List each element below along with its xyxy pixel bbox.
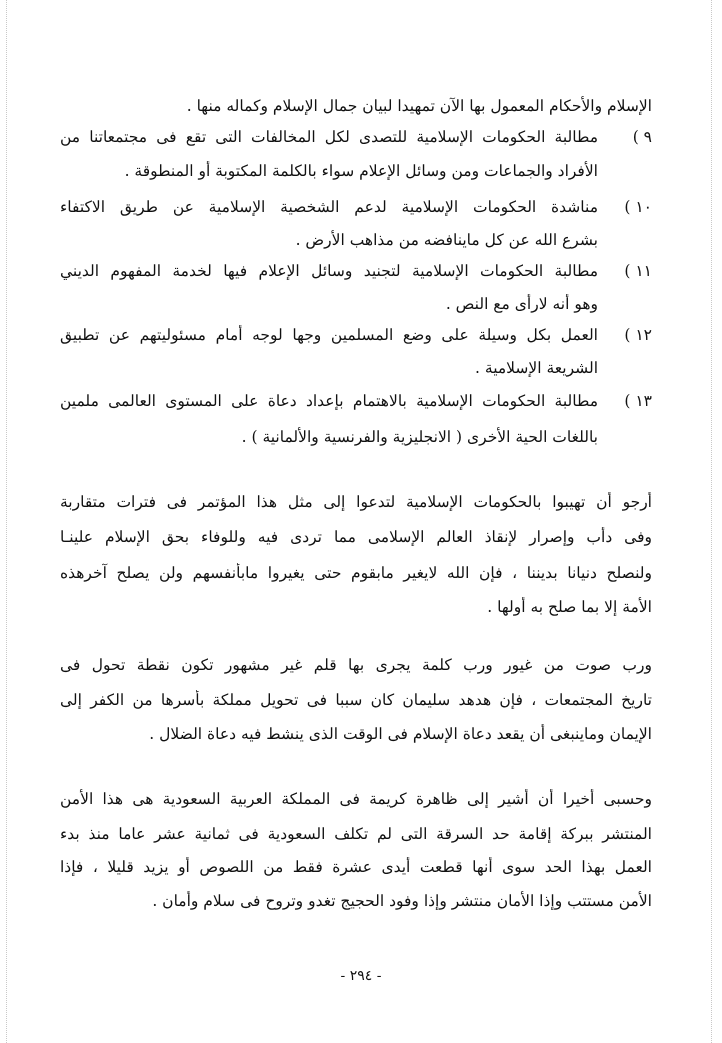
list-item-number: ٩ ) <box>632 128 652 146</box>
list-item-number: ١١ ) <box>624 262 652 280</box>
paragraph-line: الأمة إلا بما صلح به أولها . <box>487 598 652 616</box>
paragraph-line: أرجو أن تهيبوا بالحكومات الإسلامية لتدعوا إلى مثل هذا المؤتمر فى فترات متقاربة <box>60 493 652 511</box>
list-item-line: مطالبة الحكومات الإسلامية لتجنيد وسائل الإعلام فيها لخدمة المفهوم الديني <box>60 262 598 280</box>
paragraph-line: العمل بهذا الحد سوى أنها قطعت أيدى عشرة فقط من اللصوص أو يزيد قليلا ، فإذا <box>60 858 652 876</box>
list-item-line: بشرع الله عن كل ماينافضه من مذاهب الأرض . <box>295 231 598 249</box>
list-item-line: الأفراد والجماعات ومن وسائل الإعلام سواء بالكلمة المكتوبة أو المنطوقة . <box>124 162 598 180</box>
list-item-line: مناشدة الحكومات الإسلامية لدعم الشخصية الإسلامية عن طريق الاكتفاء <box>60 198 598 216</box>
list-item-line: باللغات الحية الأخرى ( الانجليزية والفرنسية والألمانية ) . <box>241 428 598 446</box>
list-item-line: الشريعة الإسلامية . <box>475 359 598 377</box>
page-number: - ٢٩٤ - <box>340 968 382 984</box>
paragraph-line: تاريخ المجتمعات ، فإن هدهد سليمان كان سببا فى تحويل مملكة بأسرها من الكفر إلى <box>60 691 652 709</box>
paragraph-line: ورب صوت من غيور ورب كلمة يجرى بها قلم غير مشهور تكون نقطة تحول فى <box>60 656 652 674</box>
list-item-number: ١٢ ) <box>624 326 652 344</box>
paragraph-line: وحسبى أخيرا أن أشير إلى ظاهرة كريمة فى المملكة العربية السعودية هى هذا الأمن <box>60 790 652 808</box>
paragraph-line: وفى دأب وإصرار لإنقاذ العالم الإسلامى مما تردى فيه وللوفاء بحق الإسلام علينـا <box>60 528 652 546</box>
list-item-number: ١٣ ) <box>624 392 652 410</box>
list-item-number: ١٠ ) <box>624 198 652 216</box>
paragraph-line: ولنصلح دنيانا بديننا ، فإن الله لايغير مابقوم حتى يغيروا مابأنفسهم ولن يصلح آخرهذه <box>60 564 652 582</box>
paragraph-line: المنتشر ببركة إقامة حد السرقة التى لم تكلف السعودية فى ثمانية عشر عاما منذ بدء <box>60 825 652 843</box>
list-item-line: العمل بكل وسيلة على وضع المسلمين وجها لوجه أمام مسئوليتهم عن تطبيق <box>60 326 598 344</box>
list-item-line: مطالبة الحكومات الإسلامية بالاهتمام بإعداد دعاة على المستوى العالمى ملمين <box>60 392 598 410</box>
list-item-line: مطالبة الحكومات الإسلامية للتصدى لكل المخالفات التى تقع فى مجتمعاتنا من <box>60 128 598 146</box>
paragraph-line: الإيمان وماينبغى أن يقعد دعاة الإسلام فى الوقت الذى ينشط فيه دعاة الضلال . <box>149 725 652 743</box>
right-page-edge <box>711 0 712 1043</box>
list-item-line: وهو أنه لارأى مع النص . <box>445 295 598 313</box>
intro-line: الإسلام والأحكام المعمول بها الآن تمهيدا لبيان جمال الإسلام وكماله منها . <box>186 97 652 115</box>
left-page-edge <box>6 0 7 1043</box>
paragraph-line: الأمن مستتب وإذا الأمان منتشر وإذا وفود الحجيج تغدو وتروح فى سلام وأمان . <box>152 892 652 910</box>
